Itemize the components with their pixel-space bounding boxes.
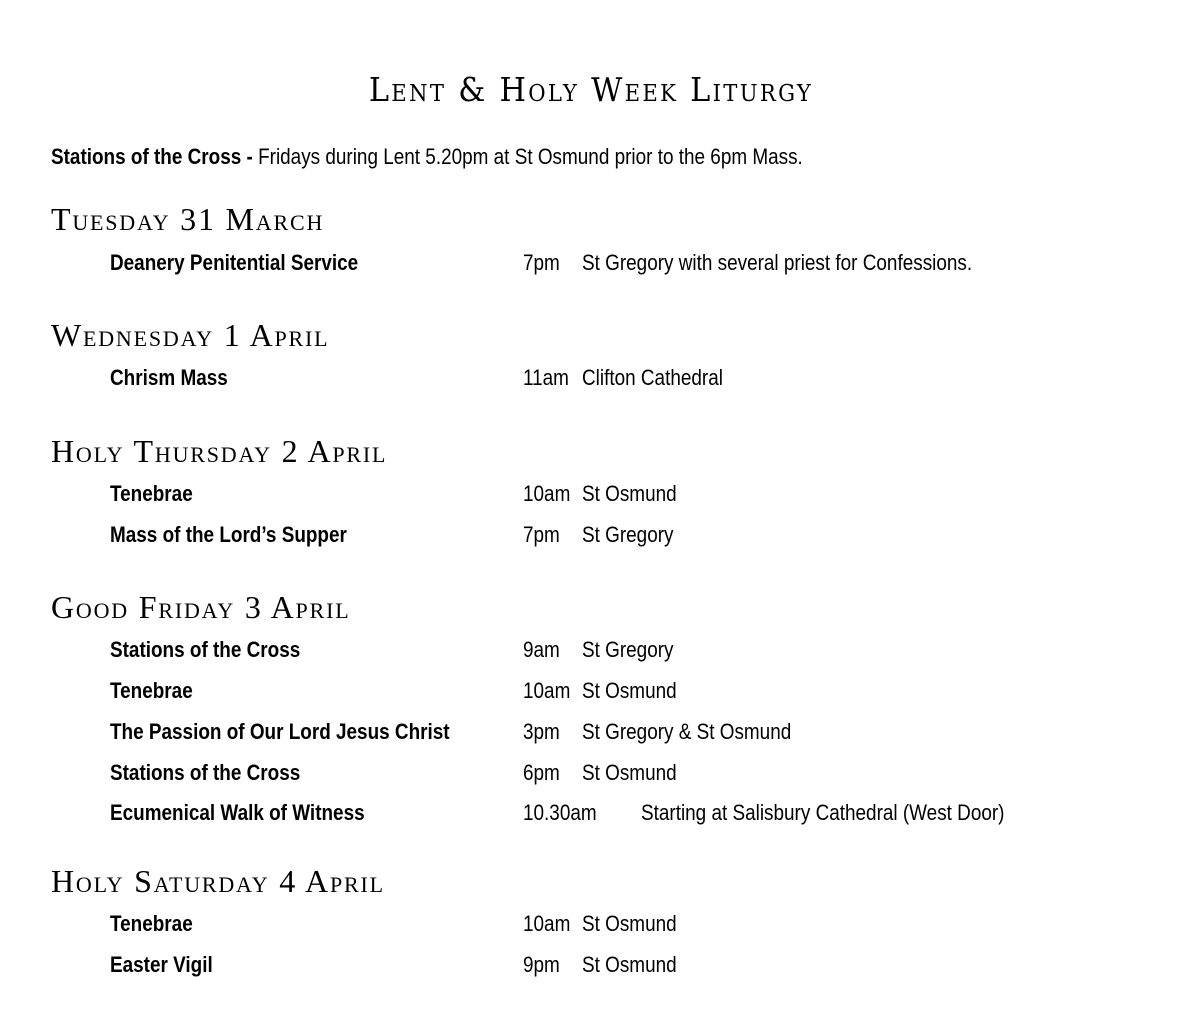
event-name: Tenebrae (110, 911, 193, 936)
intro-label: Stations of the Cross - (51, 144, 253, 169)
event-place: Clifton Cathedral (582, 365, 723, 390)
event-time: 3pm (523, 719, 560, 744)
event-name: Tenebrae (110, 678, 193, 703)
day-heading-holy-saturday: Holy Saturday 4 April (51, 863, 385, 899)
event-place: St Osmund (582, 952, 677, 977)
day-heading-holy-thursday: Holy Thursday 2 April (51, 433, 388, 469)
event-row (110, 480, 1110, 508)
event-name: Stations of the Cross (110, 637, 301, 662)
event-time: 7pm (523, 522, 560, 547)
intro-text: Fridays during Lent 5.20pm at St Osmund prior to the 6pm Mass. (252, 144, 803, 169)
event-time: 10am (523, 678, 571, 703)
event-name: Stations of the Cross (110, 760, 301, 785)
event-time: 11am (523, 365, 569, 390)
event-name: Mass of the Lord’s Supper (110, 522, 347, 547)
day-heading-tuesday: Tuesday 31 March (51, 201, 325, 237)
event-time: 10am (523, 481, 571, 506)
event-row (110, 249, 1110, 277)
day-heading-good-friday: Good Friday 3 April (51, 589, 351, 625)
event-row (110, 521, 1110, 549)
event-name: The Passion of Our Lord Jesus Christ (110, 719, 450, 744)
event-row (110, 364, 1110, 392)
event-place: St Osmund (582, 760, 677, 785)
event-name: Easter Vigil (110, 952, 213, 977)
event-time: 7pm (523, 250, 560, 275)
event-place: St Osmund (582, 481, 677, 506)
event-row (110, 718, 1110, 746)
event-time: 6pm (523, 760, 560, 785)
event-place: St Gregory & St Osmund (582, 719, 792, 744)
event-place: St Gregory (582, 522, 674, 547)
event-time: 10.30am (523, 800, 597, 825)
event-place: St Osmund (582, 678, 677, 703)
event-row (110, 910, 1110, 938)
event-row (110, 636, 1110, 664)
event-name: Ecumenical Walk of Witness (110, 800, 365, 825)
event-row (110, 799, 1110, 827)
intro-note (51, 143, 803, 171)
event-row (110, 759, 1110, 787)
event-name: Deanery Penitential Service (110, 250, 359, 275)
event-time: 10am (523, 911, 571, 936)
event-name: Tenebrae (110, 481, 193, 506)
event-name: Chrism Mass (110, 365, 228, 390)
event-place: St Gregory with several priest for Confessions. (582, 250, 973, 275)
event-place: St Gregory (582, 637, 674, 662)
event-row (110, 951, 1110, 979)
day-heading-wednesday: Wednesday 1 April (51, 317, 330, 353)
event-time: 9pm (523, 952, 560, 977)
page-title: Lent & Holy Week Liturgy (368, 70, 814, 109)
event-place: Starting at Salisbury Cathedral (West Door) (641, 800, 1005, 825)
event-place: St Osmund (582, 911, 677, 936)
event-row (110, 677, 1110, 705)
event-time: 9am (523, 637, 560, 662)
